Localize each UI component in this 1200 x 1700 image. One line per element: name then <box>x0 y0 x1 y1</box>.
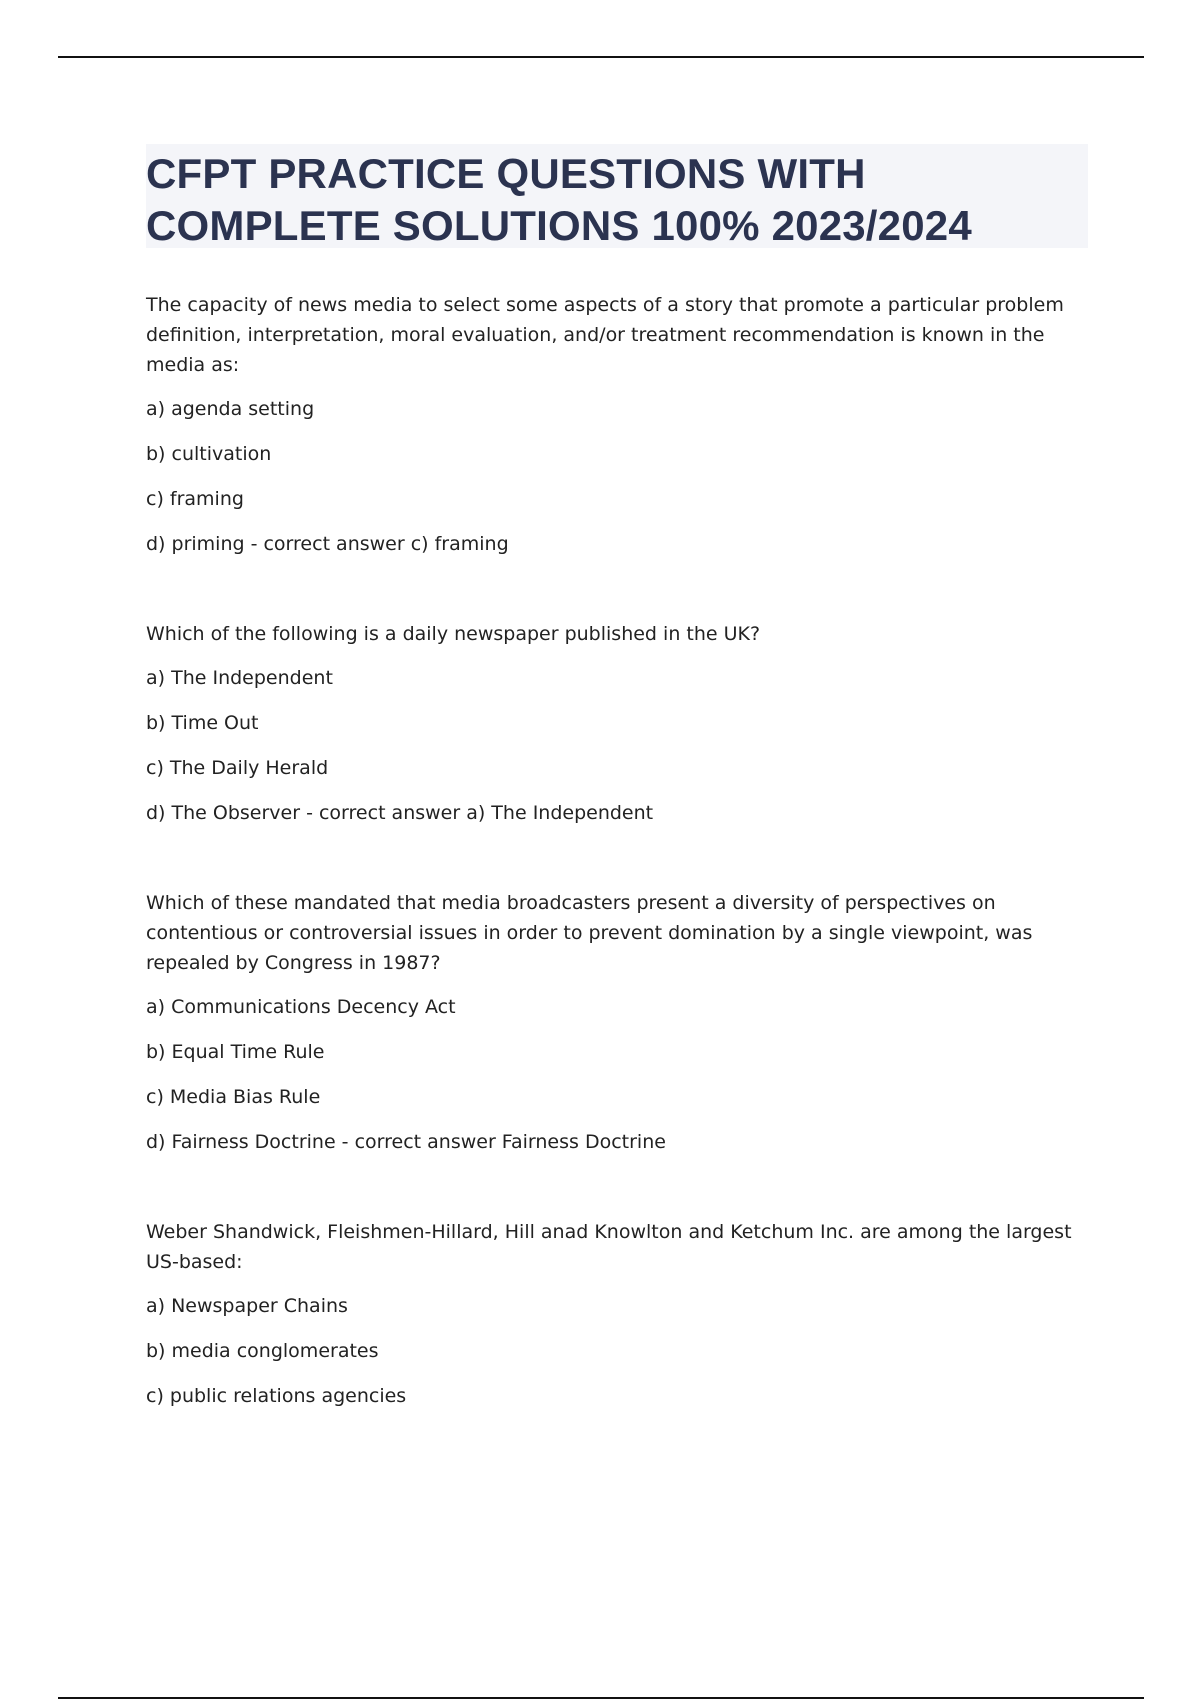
option-b: b) Time Out <box>146 712 259 734</box>
question-text: Weber Shandwick, Fleishmen-Hillard, Hill anad Knowlton and Ketchum Inc. are among the largest US-based: <box>146 1221 1072 1273</box>
option-d-with-answer: d) priming - correct answer c) framing <box>146 533 509 555</box>
question-2 <box>146 619 1086 828</box>
title-line-2: COMPLETE SOLUTIONS 100% 2023/2024 <box>146 202 972 249</box>
question-text: Which of the following is a daily newspaper published in the UK? <box>146 623 761 645</box>
document-title <box>146 144 1088 248</box>
option-a: a) The Independent <box>146 667 333 689</box>
question-text: Which of these mandated that media broadcasters present a diversity of perspectives on contentious or controversial issues in order to prevent domination by a single viewpoint, was repealed by Congress in 1987? <box>146 892 1033 974</box>
option-c: c) framing <box>146 488 244 510</box>
option-b: b) cultivation <box>146 443 272 465</box>
question-text: The capacity of news media to select some aspects of a story that promote a particular problem definition, interpretation, moral evaluation, and/or treatment recommendation is known in the media as: <box>146 294 1064 376</box>
option-a: a) Newspaper Chains <box>146 1295 348 1317</box>
option-c: c) public relations agencies <box>146 1385 407 1407</box>
option-a: a) agenda setting <box>146 398 315 420</box>
option-d-with-answer: d) Fairness Doctrine - correct answer Fairness Doctrine <box>146 1131 666 1153</box>
option-c: c) Media Bias Rule <box>146 1086 321 1108</box>
option-b: b) media conglomerates <box>146 1340 379 1362</box>
question-1 <box>146 290 1086 559</box>
header-rule <box>58 56 1144 58</box>
question-4 <box>146 1217 1086 1411</box>
option-d-with-answer: d) The Observer - correct answer a) The Independent <box>146 802 654 824</box>
option-c: c) The Daily Herald <box>146 757 329 779</box>
footer-rule <box>58 1697 1144 1699</box>
question-3 <box>146 888 1086 1157</box>
question-list <box>146 290 1086 1426</box>
option-a: a) Communications Decency Act <box>146 996 456 1018</box>
title-line-1: CFPT PRACTICE QUESTIONS WITH <box>146 150 866 197</box>
option-b: b) Equal Time Rule <box>146 1041 325 1063</box>
